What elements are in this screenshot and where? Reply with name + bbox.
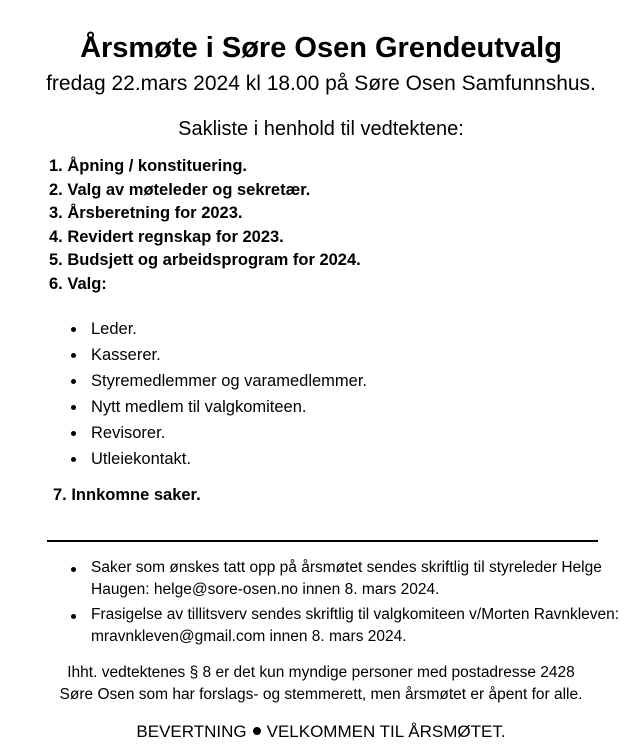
bullet-icon (71, 567, 76, 572)
bullet-icon (253, 727, 261, 735)
document-title: Årsmøte i Søre Osen Grendeutvalg (80, 32, 562, 64)
election-item (71, 394, 367, 420)
agenda-item: 4. Revidert regnskap for 2023. (49, 227, 284, 246)
election-item-label: Utleiekontakt. (91, 450, 191, 468)
voting-rights-notice (0, 662, 642, 706)
section-divider (47, 540, 598, 542)
email-link[interactable]: mravnkleven@gmail.com (91, 628, 266, 645)
voting-rights-line-2: Søre Osen som har forslags- og stemmerett, men årsmøtet er åpent for alle. (59, 686, 583, 703)
meeting-date-location: fredag 22.mars 2024 kl 18.00 på Søre Osen Samfunnshus. (46, 72, 596, 95)
bullet-icon (71, 457, 76, 462)
note-deadline: innen 8. mars 2024. (265, 628, 407, 645)
bullet-icon (71, 327, 76, 332)
notes-list (71, 557, 631, 651)
note-item (71, 604, 631, 648)
bullet-icon (71, 614, 76, 619)
agenda-heading: Sakliste i henhold til vedtektene: (178, 118, 464, 140)
election-item (71, 342, 367, 368)
note-deadline: innen 8. mars 2024. (298, 581, 440, 598)
election-item (71, 446, 367, 472)
note-text: Saker som ønskes tatt opp på årsmøtet sendes skriftlig til styreleder Helge Haugen: (91, 559, 602, 598)
election-item-label: Kasserer. (91, 346, 161, 364)
agenda-list (49, 155, 361, 296)
election-item-label: Revisorer. (91, 424, 166, 442)
agenda-item: 3. Årsberetning for 2023. (49, 204, 243, 222)
bullet-icon (71, 405, 76, 410)
footer-refreshments: BEVERTNING (136, 722, 247, 741)
bullet-icon (71, 379, 76, 384)
election-item (71, 368, 367, 394)
election-item-label: Nytt medlem til valgkomiteen. (91, 398, 307, 416)
agenda-item: 6. Valg: (49, 274, 107, 293)
note-text: Frasigelse av tillitsverv sendes skriftlig til valgkomiteen v/Morten Ravnkleven: (91, 606, 620, 623)
agenda-item: 5. Budsjett og arbeidsprogram for 2024. (49, 251, 361, 269)
election-item (71, 420, 367, 446)
agenda-item: 1. Åpning / konstituering. (49, 157, 247, 175)
election-item (71, 316, 367, 342)
email-link[interactable]: helge@sore-osen.no (153, 581, 299, 598)
footer-welcome: VELKOMMEN TIL ÅRSMØTET. (266, 722, 506, 741)
note-item (71, 557, 631, 601)
voting-rights-line-1: Ihht. vedtektenes § 8 er det kun myndige personer med postadresse 2428 (67, 664, 575, 681)
election-list (71, 316, 367, 472)
agenda-item-7: 7. Innkomne saker. (53, 486, 201, 504)
election-item-label: Leder. (91, 320, 137, 338)
election-item-label: Styremedlemmer og varamedlemmer. (91, 372, 368, 390)
bullet-icon (71, 431, 76, 436)
agenda-item: 2. Valg av møteleder og sekretær. (49, 180, 311, 199)
footer-banner (0, 720, 642, 744)
bullet-icon (71, 353, 76, 358)
